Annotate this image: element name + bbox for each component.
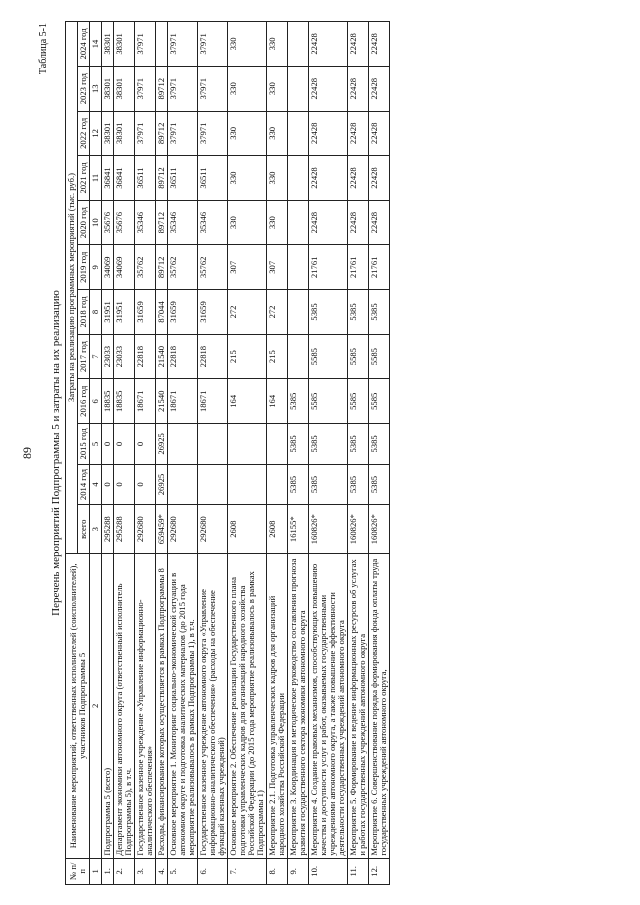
- row-name: Основное мероприятие 2. Обеспечение реализации Государственного плана подготовки управленческих кадров для организаций народного хозяйства Российской Федерации (до 2015 года мероприятие реализовывалось в рамках Подпрограммы 1): [228, 553, 267, 858]
- row-value: 18835: [102, 378, 114, 423]
- row-value: 22818: [135, 334, 156, 379]
- row-value: [288, 155, 309, 200]
- table-row: [348, 21, 369, 884]
- row-value: [228, 423, 267, 464]
- row-value: 5385: [369, 464, 390, 505]
- header-year: 2020 год: [78, 200, 90, 245]
- row-number: 7.: [228, 858, 267, 884]
- row-value: [267, 423, 288, 464]
- row-value: 26925: [156, 464, 168, 505]
- row-value: 5385: [309, 423, 348, 464]
- row-value: 35676: [102, 200, 114, 245]
- row-number: 5.: [168, 858, 198, 884]
- col-number: 2: [90, 553, 102, 858]
- header-year: 2015 год: [78, 423, 90, 464]
- table-row: [102, 21, 114, 884]
- row-value: 0: [102, 464, 114, 505]
- row-value: [288, 334, 309, 379]
- row-value: 5385: [288, 464, 309, 505]
- row-number: 12.: [369, 858, 390, 884]
- row-value: [198, 423, 228, 464]
- row-value: 36841: [114, 155, 135, 200]
- row-value: 26925: [156, 423, 168, 464]
- col-number: 13: [90, 66, 102, 111]
- row-value: 5385: [348, 464, 369, 505]
- row-name: Мероприятие 6. Совершенствование порядка формирования фонда оплаты труда государственных учреждений автономного округа,: [369, 553, 390, 858]
- row-value: 164: [267, 378, 288, 423]
- row-total: 160826*: [348, 504, 369, 553]
- row-number: 2.: [114, 858, 135, 884]
- row-value: 31951: [114, 289, 135, 334]
- header-year: 2016 год: [78, 378, 90, 423]
- row-value: 5385: [369, 289, 390, 334]
- table-row: [288, 21, 309, 884]
- row-total: 292680: [135, 504, 156, 553]
- col-number: 1: [90, 858, 102, 884]
- table-row: [135, 21, 156, 884]
- row-value: 330: [267, 111, 288, 156]
- row-value: 21761: [309, 244, 348, 289]
- row-value: 21761: [348, 244, 369, 289]
- row-value: 5385: [309, 289, 348, 334]
- row-value: 18671: [198, 378, 228, 423]
- row-name: Подпрограмма 5 (всего): [102, 553, 114, 858]
- row-value: 22428: [348, 21, 369, 66]
- row-value: [288, 66, 309, 111]
- row-value: 22428: [348, 111, 369, 156]
- row-number: 9.: [288, 858, 309, 884]
- row-value: 22428: [348, 200, 369, 245]
- row-value: 164: [228, 378, 267, 423]
- row-value: 35762: [168, 244, 198, 289]
- row-number: 11.: [348, 858, 369, 884]
- col-number: 8: [90, 289, 102, 334]
- table-label: Таблица 5-1: [38, 22, 49, 74]
- row-value: 37971: [135, 111, 156, 156]
- table-title: Перечень мероприятий Подпрограммы 5 и затраты на их реализацию: [50, 289, 62, 616]
- row-value: [288, 111, 309, 156]
- row-value: 330: [228, 200, 267, 245]
- row-value: 330: [228, 155, 267, 200]
- row-value: 0: [102, 423, 114, 464]
- row-value: 22428: [369, 21, 390, 66]
- col-number: 12: [90, 111, 102, 156]
- row-value: 5585: [369, 334, 390, 379]
- row-value: 36511: [135, 155, 156, 200]
- row-value: 31659: [168, 289, 198, 334]
- row-value: 35346: [198, 200, 228, 245]
- row-value: 38301: [114, 66, 135, 111]
- row-value: 35346: [135, 200, 156, 245]
- row-value: 38301: [102, 21, 114, 66]
- row-value: 22818: [198, 334, 228, 379]
- row-value: 330: [228, 21, 267, 66]
- row-total: 295288: [102, 504, 114, 553]
- row-value: 215: [228, 334, 267, 379]
- row-value: 37971: [168, 111, 198, 156]
- row-value: 18671: [168, 378, 198, 423]
- row-value: 5385: [348, 289, 369, 334]
- row-value: 22428: [369, 66, 390, 111]
- table-row: [309, 21, 348, 884]
- header-year: 2022 год: [78, 111, 90, 156]
- row-value: 31659: [135, 289, 156, 334]
- col-number: 9: [90, 244, 102, 289]
- row-value: 89712: [156, 244, 168, 289]
- row-value: 0: [135, 464, 156, 505]
- row-total: 160826*: [309, 504, 348, 553]
- row-value: 330: [267, 200, 288, 245]
- col-number: 10: [90, 200, 102, 245]
- row-value: 89712: [156, 155, 168, 200]
- row-value: 21540: [156, 334, 168, 379]
- rotated-page: [20, 13, 620, 893]
- row-value: 89712: [156, 66, 168, 111]
- row-value: 31951: [102, 289, 114, 334]
- row-value: 5385: [348, 423, 369, 464]
- row-value: 22428: [369, 200, 390, 245]
- row-value: 36841: [102, 155, 114, 200]
- row-value: 34069: [114, 244, 135, 289]
- row-number: 6.: [198, 858, 228, 884]
- row-value: 35762: [198, 244, 228, 289]
- row-value: 22428: [309, 21, 348, 66]
- row-name: Мероприятие 4. Создание правовых механизмов, способствующих повышению качества и доступности услуг и работ, оказываемых государственными учреждениями автономного округа, а также повышение эффективности деятельности государственных учреждений автономного округа: [309, 553, 348, 858]
- row-name: Департамент экономики автономного округа (ответственный исполнитель Подпрограммы 5), в т.ч.: [114, 553, 135, 858]
- col-number: 11: [90, 155, 102, 200]
- table-row: [156, 21, 168, 884]
- row-total: 659459*: [156, 504, 168, 553]
- row-value: 31659: [198, 289, 228, 334]
- row-value: 18835: [114, 378, 135, 423]
- row-value: 21761: [369, 244, 390, 289]
- row-value: 36511: [198, 155, 228, 200]
- row-value: 89712: [156, 111, 168, 156]
- row-value: 38301: [102, 66, 114, 111]
- row-value: 330: [267, 66, 288, 111]
- header-year: 2014 год: [78, 464, 90, 505]
- row-value: 89712: [156, 200, 168, 245]
- row-total: 160826*: [369, 504, 390, 553]
- row-value: 0: [114, 423, 135, 464]
- row-value: 38301: [114, 21, 135, 66]
- row-name: Мероприятие 3. Координация и методическое руководство составления прогноза развития государственного сектора экономики автономного округа: [288, 553, 309, 858]
- row-value: 21540: [156, 378, 168, 423]
- row-value: 5585: [348, 378, 369, 423]
- row-number: 1.: [102, 858, 114, 884]
- row-value: 22428: [309, 111, 348, 156]
- row-value: 5585: [309, 334, 348, 379]
- row-value: [228, 464, 267, 505]
- row-value: 5385: [288, 378, 309, 423]
- row-number: 3.: [135, 858, 156, 884]
- row-value: 272: [228, 289, 267, 334]
- header-num: № п/п: [66, 858, 90, 884]
- row-value: 330: [228, 111, 267, 156]
- row-value: 35346: [168, 200, 198, 245]
- header-name: Наименование мероприятий, ответственных исполнителей (соисполнителей), участников Подпрограммы 5: [66, 553, 90, 858]
- row-value: 330: [267, 155, 288, 200]
- row-value: 22428: [309, 200, 348, 245]
- row-value: 22428: [348, 155, 369, 200]
- table-row: [228, 21, 267, 884]
- row-value: 330: [267, 21, 288, 66]
- row-value: 23033: [102, 334, 114, 379]
- col-number: 14: [90, 21, 102, 66]
- row-value: 37971: [168, 66, 198, 111]
- row-value: 35676: [114, 200, 135, 245]
- row-total: 295288: [114, 504, 135, 553]
- row-name: Мероприятие 5. Формирование и ведение информационных ресурсов об услугах и работах государственных учреждений автономного округа: [348, 553, 369, 858]
- row-value: 22428: [309, 155, 348, 200]
- row-value: [288, 289, 309, 334]
- row-value: [198, 464, 228, 505]
- row-value: 5585: [309, 378, 348, 423]
- row-value: 37971: [135, 21, 156, 66]
- header-year: 2017 год: [78, 334, 90, 379]
- row-total: 2608: [267, 504, 288, 553]
- row-value: [168, 464, 198, 505]
- table-row: [198, 21, 228, 884]
- row-value: 22428: [369, 155, 390, 200]
- row-value: 330: [228, 66, 267, 111]
- row-value: 34069: [102, 244, 114, 289]
- row-value: [168, 423, 198, 464]
- costs-table: [65, 21, 390, 885]
- header-total: всего: [78, 504, 90, 553]
- row-total: 16155*: [288, 504, 309, 553]
- row-value: 307: [267, 244, 288, 289]
- header-year: 2024 год: [78, 21, 90, 66]
- row-value: 35762: [135, 244, 156, 289]
- page-number: 89: [20, 446, 34, 459]
- row-name: Государственное казенное учреждение автономного округа «Управление информационно-аналитического обеспечения» (расходы на обеспечение функций казенных учреждений): [198, 553, 228, 858]
- row-number: 4.: [156, 858, 168, 884]
- row-value: [156, 21, 168, 66]
- row-value: 37971: [198, 21, 228, 66]
- row-value: 5385: [309, 464, 348, 505]
- row-value: 22428: [348, 66, 369, 111]
- table-row: [114, 21, 135, 884]
- row-value: 5385: [369, 423, 390, 464]
- row-value: [288, 200, 309, 245]
- row-value: 22428: [309, 66, 348, 111]
- row-total: 292680: [168, 504, 198, 553]
- row-name: Государственное казенное учреждение «Управление информационно-аналитического обеспечения»: [135, 553, 156, 858]
- col-number: 4: [90, 464, 102, 505]
- row-value: [288, 21, 309, 66]
- row-value: 37971: [198, 111, 228, 156]
- row-value: 36511: [168, 155, 198, 200]
- row-value: 23033: [114, 334, 135, 379]
- row-value: 22818: [168, 334, 198, 379]
- row-value: 215: [267, 334, 288, 379]
- row-value: 38301: [102, 111, 114, 156]
- row-value: 0: [114, 464, 135, 505]
- header-year: 2023 год: [78, 66, 90, 111]
- row-value: 87044: [156, 289, 168, 334]
- header-costs: Затраты на реализацию программных мероприятий (тыс. руб.): [66, 21, 78, 553]
- row-value: 307: [228, 244, 267, 289]
- table-row: [267, 21, 288, 884]
- row-value: 37971: [198, 66, 228, 111]
- row-value: 5585: [348, 334, 369, 379]
- col-number: 3: [90, 504, 102, 553]
- table-body: [102, 21, 390, 884]
- header-year: 2021 год: [78, 155, 90, 200]
- col-number: 5: [90, 423, 102, 464]
- header-year: 2018 год: [78, 289, 90, 334]
- row-value: 38301: [114, 111, 135, 156]
- row-value: 18671: [135, 378, 156, 423]
- row-total: 2608: [228, 504, 267, 553]
- col-number: 6: [90, 378, 102, 423]
- row-name: Расходы, финансирование которых осуществляется в рамках Подпрограммы 8: [156, 553, 168, 858]
- row-total: 292680: [198, 504, 228, 553]
- row-value: [267, 464, 288, 505]
- row-value: 272: [267, 289, 288, 334]
- header-year: 2019 год: [78, 244, 90, 289]
- row-number: 10.: [309, 858, 348, 884]
- row-name: Основное мероприятие 1. Мониторинг социально-экономической ситуации в автономном округе и подготовка аналитических материалов (до 2015 года мероприятие реализовывалось в рамках Подпрограммы 1), в т.ч.: [168, 553, 198, 858]
- row-value: 37971: [168, 21, 198, 66]
- row-value: 5385: [288, 423, 309, 464]
- row-name: Мероприятие 2.1. Подготовка управленческих кадров для организаций народного хозяйства Российской Федерации: [267, 553, 288, 858]
- row-value: [288, 244, 309, 289]
- row-value: 22428: [369, 111, 390, 156]
- row-value: 37971: [135, 66, 156, 111]
- col-number: 7: [90, 334, 102, 379]
- table-row: [168, 21, 198, 884]
- row-value: 5585: [369, 378, 390, 423]
- row-value: 0: [135, 423, 156, 464]
- table-row: [369, 21, 390, 884]
- row-number: 8.: [267, 858, 288, 884]
